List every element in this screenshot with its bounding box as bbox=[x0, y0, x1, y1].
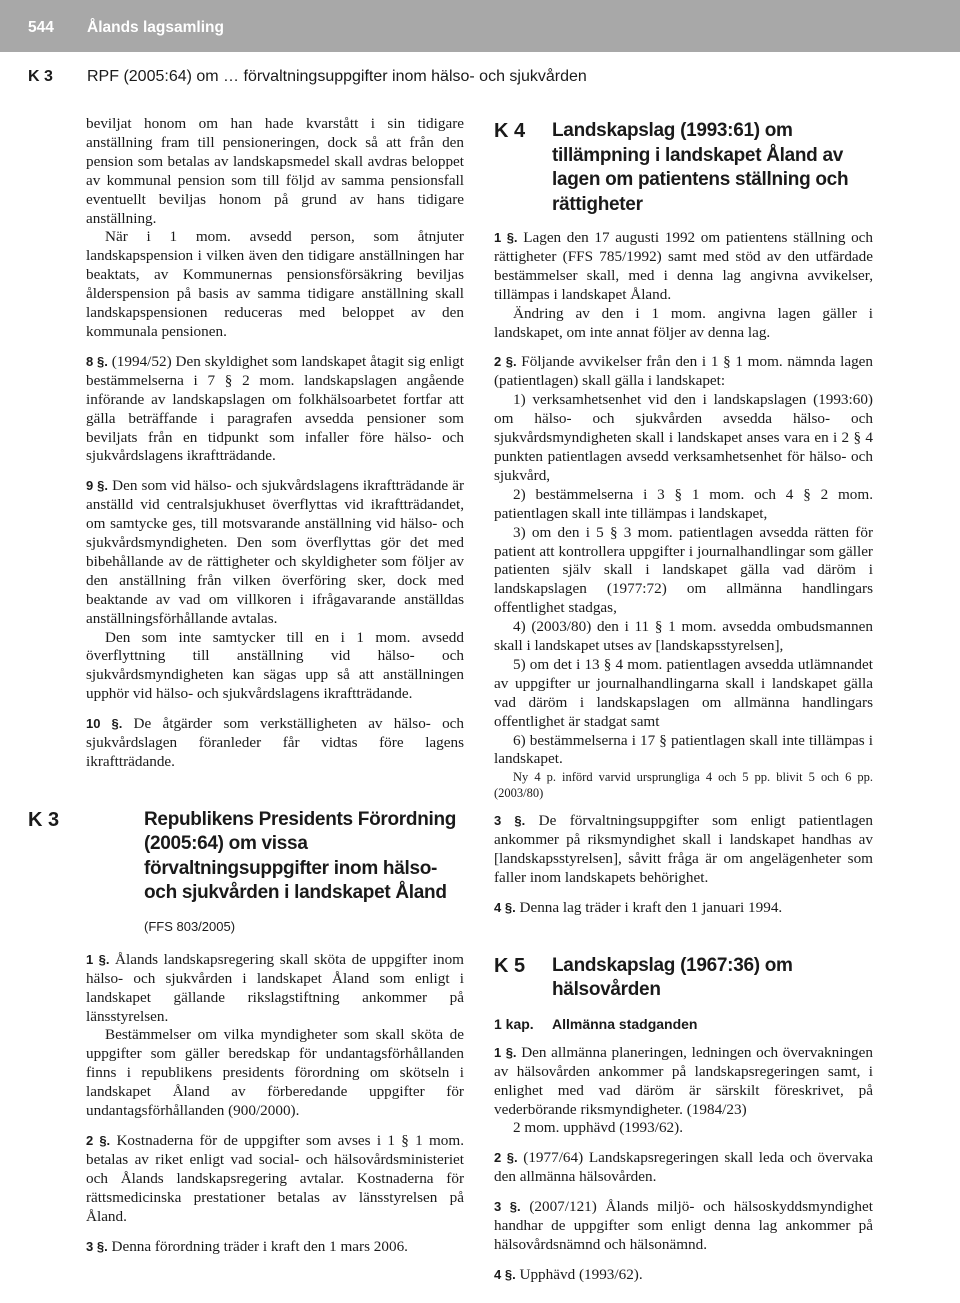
section-number: 9 §. bbox=[86, 478, 109, 494]
k4-section-4: 4 §. Denna lag träder i kraft den 1 januari 1994. bbox=[494, 899, 783, 916]
section-number: 1 §. bbox=[494, 1044, 517, 1060]
section-number: 10 §. bbox=[86, 716, 123, 732]
law-title: Landskapslag (1993:61) om tillämpning i landskapet Åland av lagen om patientens ställning och rättigheter bbox=[552, 120, 849, 215]
paragraph: Ändring av den i 1 mom. angivna lagen gäller i landskapet, om inte annat följer av denna lag. bbox=[494, 304, 873, 341]
paragraph: Bestämmelser om vilka myndigheter som skall sköta de uppgifter som gäller beredskap för undantagsförhållanden finns i republikens presidents förordning om skötseln i landskapet Åland av förberedande uppgifter för undantagsförhållanden (900/2000). bbox=[86, 1026, 464, 1120]
law-heading-k3 bbox=[28, 808, 464, 906]
section-number: 4 §. bbox=[494, 900, 516, 915]
k3-section-3: 3 §. Denna förordning träder i kraft den 1 mars 2006. bbox=[86, 1237, 408, 1255]
k5-section-3: 3 §. (2007/121) Ålands miljö- och hälsoskyddsmyndighet handhar de uppgifter som enligt denna lag ankommer på hälsovårdsnämnd och hälsonämnd. bbox=[494, 1198, 873, 1253]
law-title: Landskapslag (1967:36) om hälsovården bbox=[552, 954, 793, 1001]
book-title: Ålands lagsamling bbox=[87, 19, 224, 36]
chapter-heading bbox=[494, 1015, 873, 1034]
section-number: 3 §. bbox=[494, 1199, 521, 1215]
amendment-note: Ny 4 p. införd varvid ursprungliga 4 och 5 pp. blivit 5 och 6 pp. (2003/80) bbox=[494, 770, 873, 801]
section-number: 3 §. bbox=[86, 1238, 108, 1254]
section-number: 8 §. bbox=[86, 353, 108, 369]
right-column bbox=[494, 115, 873, 1285]
section-number: 4 §. bbox=[494, 1266, 516, 1282]
section-code: K 3 bbox=[28, 68, 53, 85]
paragraph: 2 mom. upphävd (1993/62). bbox=[513, 1119, 683, 1137]
section-number: 3 §. bbox=[494, 813, 526, 829]
law-heading-k5 bbox=[494, 954, 873, 1003]
law-heading-k4 bbox=[494, 119, 873, 217]
section-number: 1 §. bbox=[494, 230, 518, 245]
k4-section-1: 1 §. Lagen den 17 augusti 1992 om patientens ställning och rättigheter (FFS 785/1992) samt med stöd av den utfärdade bestämmelser skall, med i denna lag angivna avvikelser, tillämpas i landskapet Åland. bbox=[494, 229, 873, 303]
list-item: 4) (2003/80) den i 11 § 1 mom. avsedda ombudsmannen skall i landskapet utses av [landskapsstyrelsen], bbox=[494, 618, 873, 655]
list-item: 6) bestämmelserna i 17 § patientlagen skall inte tillämpas i landskapet. bbox=[494, 731, 873, 768]
k5-section-1: 1 §. Den allmänna planeringen, ledningen och övervakningen av hälsovården ankommer på landskapsregeringen samt, i enlighet med vad däröm är särskilt föreskrivet, på vederbörande riksmyndigheter. (1984/23) bbox=[494, 1043, 873, 1118]
law-code: K 5 bbox=[494, 954, 526, 977]
section-10: 10 §. De åtgärder som verkställigheten av hälso- och sjukvårdslagen föranleder får vidtas före lagens ikraftträdande. bbox=[86, 715, 464, 770]
k3-section-1: 1 §. Ålands landskapsregering skall sköta de uppgifter inom hälso- och sjukvården i landskapet Åland som enligt i landskapet gällande rikslagstiftning ankommer på länsstyrelsen. bbox=[86, 950, 464, 1025]
chapter-label: 1 kap. bbox=[494, 1015, 534, 1032]
section-title: RPF (2005:64) om … förvaltningsuppgifter inom hälso- och sjukvården bbox=[87, 68, 587, 85]
paragraph: beviljat honom om han hade kvarstått i sin tidigare anställning fram till pensioneringen, dock så att från den pension som betalas av landskapsmedel skall avdras beloppet av kommunal pension som till följd av samma pensionsfall eventuellt beviljas honom på grund av hans tidigare anställning. bbox=[86, 115, 464, 227]
list-item: 2) bestämmelserna i 3 § 1 mom. och 4 § 2 mom. patientlagen skall inte tillämpas i landskapet, bbox=[494, 485, 873, 522]
section-number: 1 §. bbox=[86, 951, 110, 967]
paragraph: Den som inte samtycker till en i 1 mom. avsedd överflyttning till anställning vid hälso- och sjukvårdsmyndigheten kan sägas upp så att anställningen upphör vid hälso- och sjukvårdslagens ikraftträdande. bbox=[86, 628, 464, 703]
chapter-title: Allmänna stadganden bbox=[552, 1015, 698, 1032]
page-number: 544 bbox=[28, 19, 54, 36]
k4-section-3: 3 §. De förvaltningsuppgifter som enligt patientlagen ankommer på riksmyndighet skall i landskapet handhas av [landskapsstyrelsen], såvitt fråga är om angelägenheter som faller inom landskapets behörighet. bbox=[494, 812, 873, 887]
law-code: K 4 bbox=[494, 120, 526, 142]
section-subheader bbox=[0, 68, 960, 90]
ffs-reference: (FFS 803/2005) bbox=[144, 918, 236, 934]
list-item: 5) om det i 13 § 4 mom. patientlagen avsedda utlämnandet av uppgifter ur journalhandlingarna skall i landskapet gälla vad däröm i landskapslagen om allmänna handlingars offentlighet är stadgat samt bbox=[494, 655, 873, 730]
list-item: 3) om den i 5 § 3 mom. patientlagen avsedda rätten för patient att kontrollera uppgifter i journalhandlingar som gäller patienten själv skall i landskapet gälla vad däröm i landskapslagen (1977:72) om allmänna handlingars offentlighet stadgas, bbox=[494, 523, 873, 617]
section-8: 8 §. (1994/52) Den skyldighet som landskapet åtagit sig enligt bestämmelserna i 7 § 2 mom. landskapslagen angående införande av landskapslagen om folkhälsoarbetet fortfar att gälla beträffande i paragrafen avsedda pensioner som beviljats från en tidpunkt som infaller före hälso- och sjukvårdslagens ikraftträdande. bbox=[86, 352, 464, 465]
section-number: 2 §. bbox=[494, 1150, 518, 1166]
section-number: 2 §. bbox=[494, 354, 517, 370]
paragraph: När i 1 mom. avsedd person, som åtnjuter landskapspension i vilken även den tidigare anställningen har beaktats, av Kommunernas pensionsförsäkring beviljas ålderspension på basis av samma tidigare anställning skall landskapspensionen reduceras med beloppet av den kommunala pensionen. bbox=[86, 228, 464, 340]
section-number: 2 §. bbox=[86, 1132, 111, 1148]
list-item: 1) verksamhetsenhet vid den i landskapslagen (1993:60) om hälso- och sjukvården avsedda hälso- och sjukvårdsmyndigheten skall i landskapet anses vara en i 2 § 4 punkten patientlagen avsedd verksamhetsenhet för hälso- och sjukvård, bbox=[494, 391, 873, 484]
law-code: K 3 bbox=[28, 808, 60, 831]
running-header bbox=[0, 0, 960, 52]
k5-section-4: 4 §. Upphävd (1993/62). bbox=[494, 1265, 643, 1283]
law-title: Republikens Presidents Förordning (2005:64) om vissa förvaltningsuppgifter inom hälso- och sjukvården i landskapet Åland bbox=[144, 808, 457, 904]
k3-section-2: 2 §. Kostnaderna för de uppgifter som avses i 1 § 1 mom. betalas av riket enligt vad social- och hälsovårdsministeriet och Ålands landskapsregering avtalar. Kostnaderna för rättsmedicinska prestationer betalas av länsstyrelsen på Åland. bbox=[86, 1131, 464, 1225]
k5-section-2: 2 §. (1977/64) Landskapsregeringen skall leda och övervaka den allmänna hälsovården. bbox=[494, 1149, 873, 1186]
left-column bbox=[28, 115, 464, 1256]
section-9: 9 §. Den som vid hälso- och sjukvårdslagens ikraftträdande är anställd vid centralsjukhuset överflyttas vid ikraftträdandet, om samtycke ges, till motsvarande anställning vid hälso- och sjukvårdsmyndigheten. Den som överflyttas gör det med bibehållande av de rättigheter och skyldigheter som följer av den anställning från vilken överföring sker, dock med beaktande av vad om villkoren i ifrågavarande anställdas anställningsförhållande avtalas. bbox=[86, 477, 464, 627]
k4-section-2: 2 §. Följande avvikelser från den i 1 § 1 mom. nämnda lagen (patientlagen) skall gälla i landskapet: bbox=[494, 353, 874, 390]
